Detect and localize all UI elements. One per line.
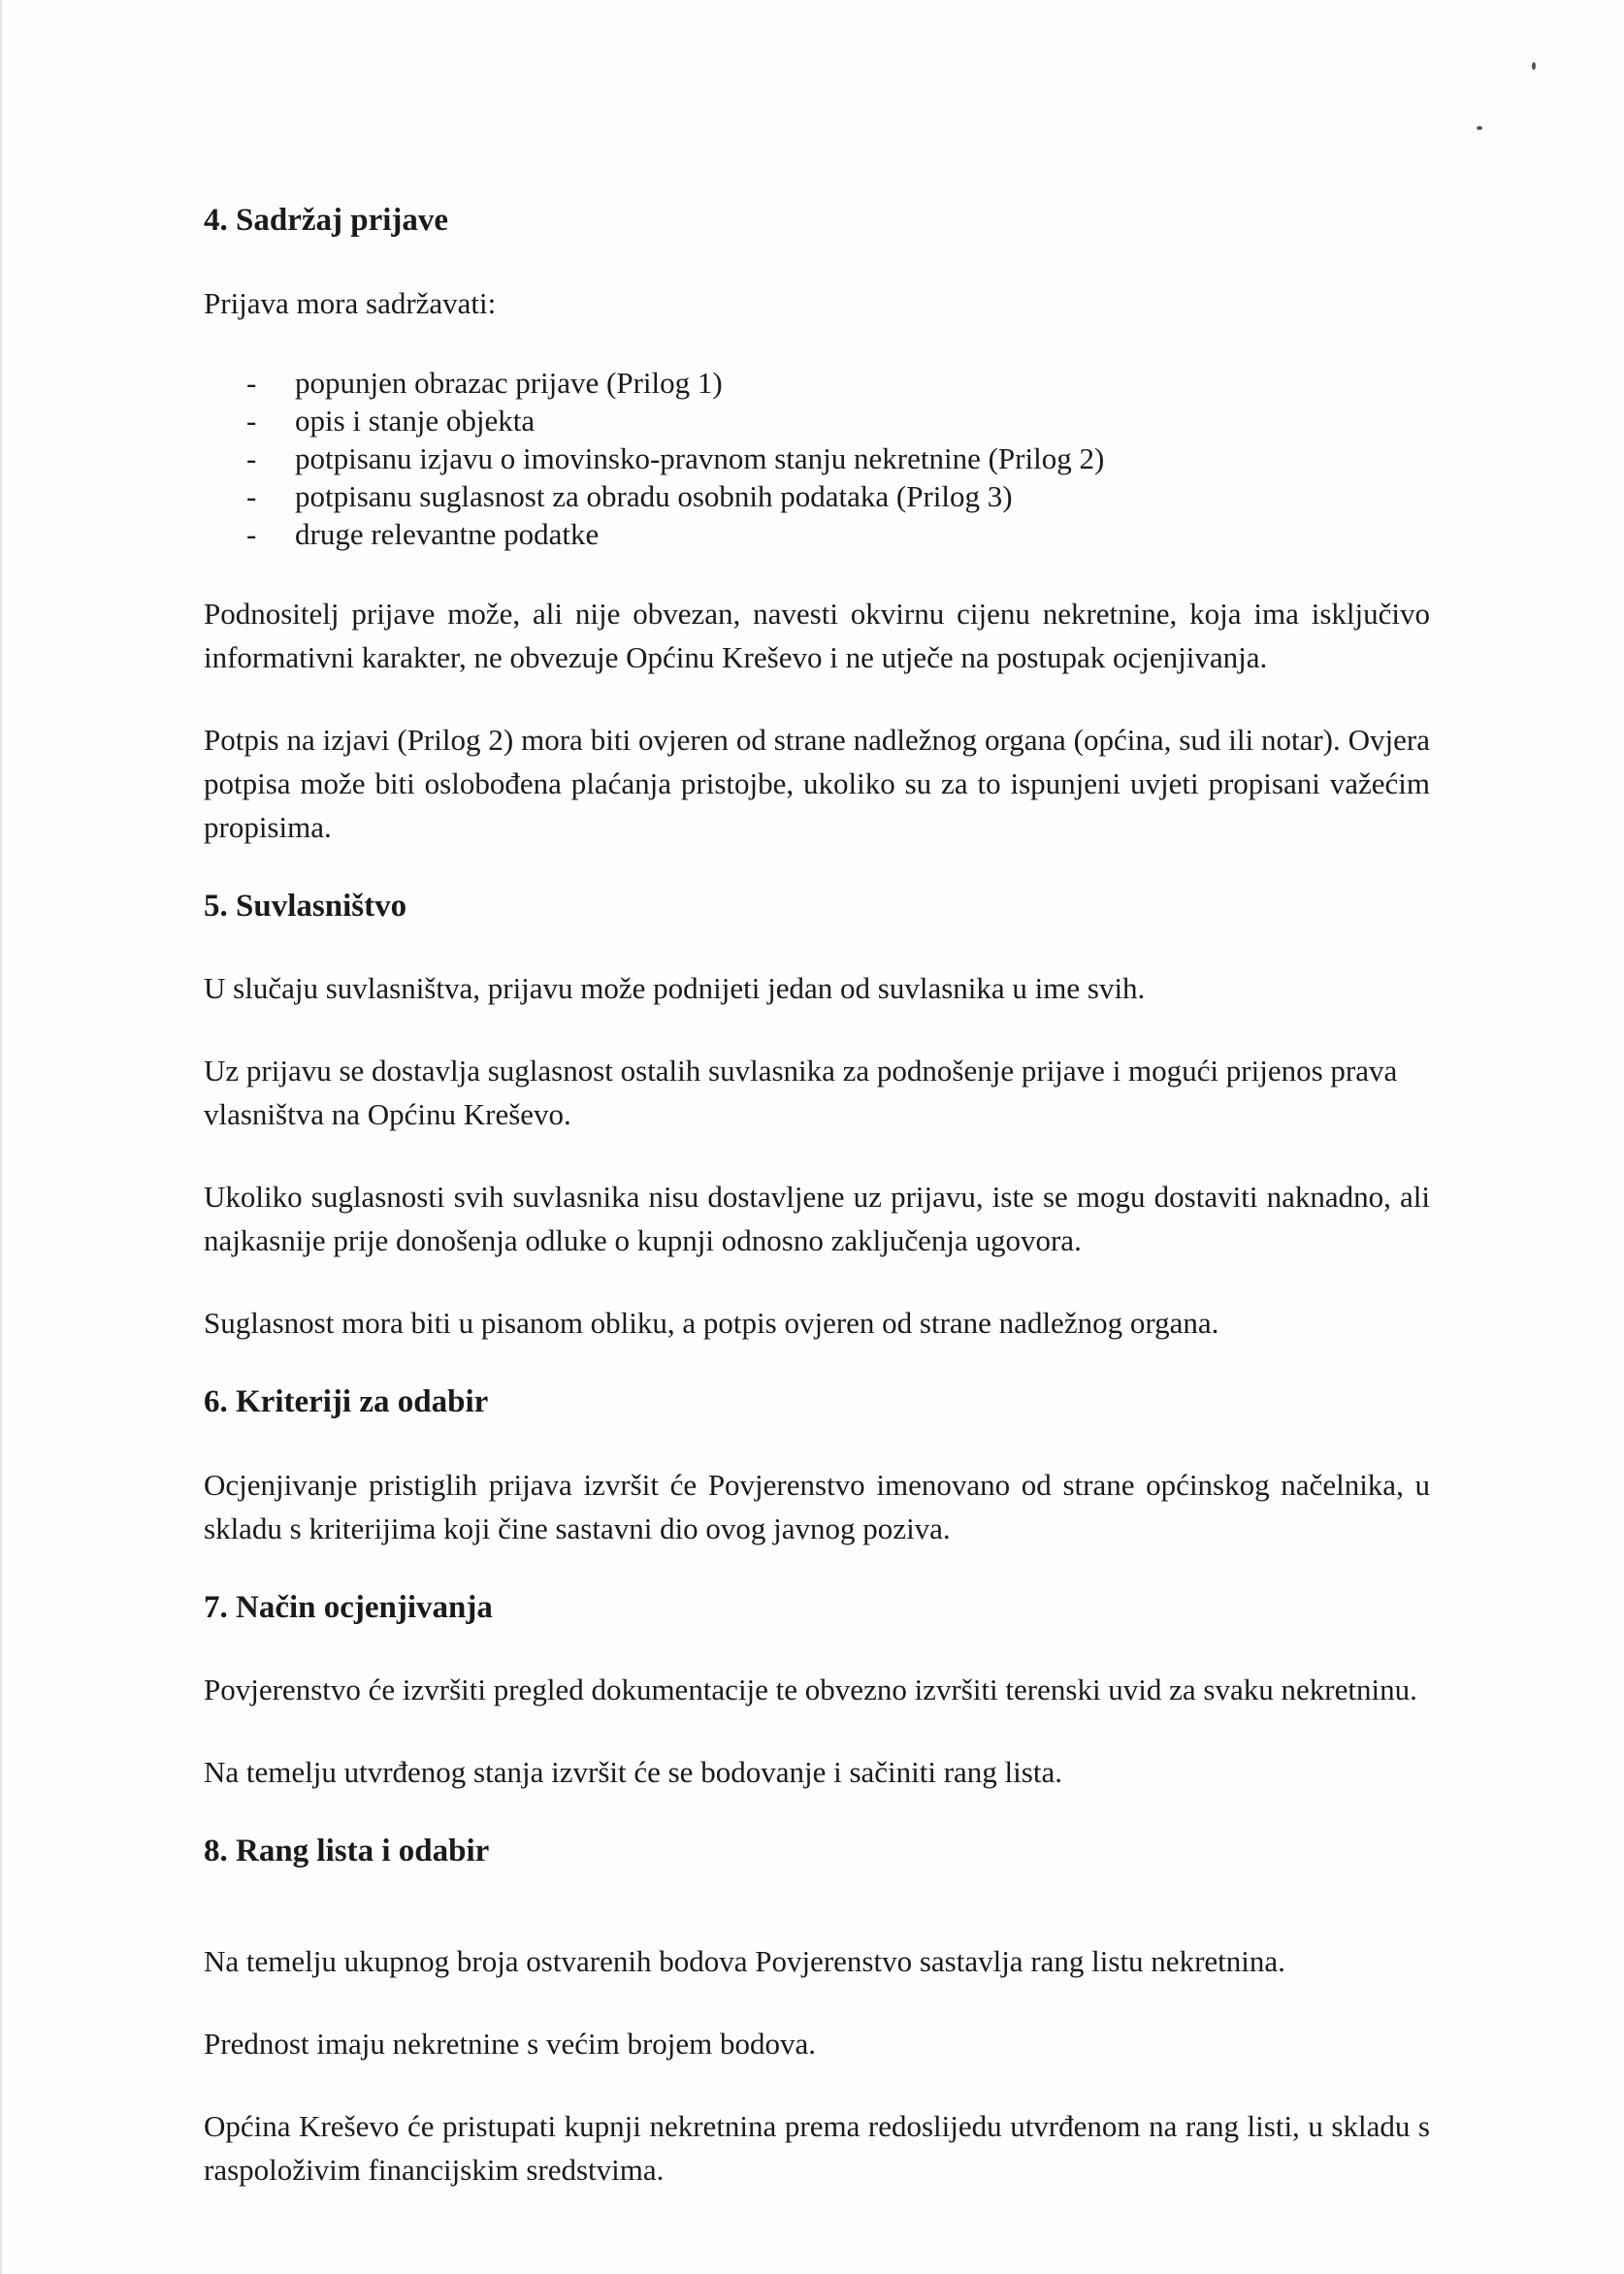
section-heading: 7. Način ocjenjivanja (204, 1589, 493, 1625)
section-nacin-ocjenjivanja (204, 1589, 1430, 1795)
requirements-list (204, 364, 1430, 553)
list-item: - druge relevantne podatke (204, 515, 1430, 553)
paragraph: Ukoliko suglasnosti svih suvlasnika nisu dostavljene uz prijavu, iste se mogu dostaviti naknadno, ali najkasnije prije donošenja odluke o kupnji odnosno zaključenja ugovora. (204, 1180, 1430, 1258)
paragraph: Prijava mora sadržavati: (204, 285, 497, 320)
paragraph: Podnositelj prijave može, ali nije obvezan, navesti okvirnu cijenu nekretnine, koja ima isključivo informativni karakter, ne obvezuje Općinu Kreševo i ne utječe na postupak ocjenjivanja. (204, 596, 1430, 674)
scan-speck (1532, 62, 1536, 70)
paragraph: U slučaju suvlasništva, prijavu može podnijeti jedan od suvlasnika u ime svih. (204, 971, 1146, 1006)
paragraph: Potpis na izjavi (Prilog 2) mora biti ovjeren od strane nadležnog organa (općina, sud ili notar). Ovjera potpisa može biti oslobođena plaćanja pristojbe, ukoliko su za to ispunjeni uvjeti propisani važećim propisima. (204, 722, 1430, 844)
list-item: - potpisanu suglasnost za obradu osobnih podataka (Prilog 3) (204, 477, 1430, 515)
scan-speck (1477, 126, 1482, 130)
list-item: - potpisanu izjavu o imovinsko-pravnom stanju nekretnine (Prilog 2) (204, 439, 1430, 477)
section-rang-lista (204, 1833, 1430, 2192)
list-item: - opis i stanje objekta (204, 402, 1430, 439)
paragraph: Suglasnost mora biti u pisanom obliku, a potpis ovjeren od strane nadležnog organa. (204, 1306, 1219, 1341)
paragraph: Na temelju ukupnog broja ostvarenih bodova Povjerenstvo sastavlja rang listu nekretnina. (204, 1943, 1285, 1978)
document-body (204, 202, 1430, 2230)
paragraph: Ocjenjivanje pristiglih prijava izvršit će Povjerenstvo imenovano od strane općinskog načelnika, u skladu s kriterijima koji čine sastavni dio ovog javnog poziva. (204, 1467, 1430, 1545)
section-heading: 6. Kriteriji za odabir (204, 1384, 489, 1420)
section-suvlasnistvo (204, 888, 1430, 1346)
paragraph: Uz prijavu se dostavlja suglasnost ostalih suvlasnika za podnošenje prijave i mogući prijenos prava vlasništva na Općinu Kreševo. (204, 1054, 1398, 1132)
section-heading: 5. Suvlasništvo (204, 888, 407, 924)
section-sadrzaj-prijave (204, 202, 1430, 849)
list-item: - popunjen obrazac prijave (Prilog 1) (204, 364, 1430, 402)
scan-edge-line (0, 0, 2, 2274)
paragraph: Povjerenstvo će izvršiti pregled dokumentacije te obvezno izvršiti terenski uvid za svaku nekretninu. (204, 1673, 1417, 1707)
paragraph: Prednost imaju nekretnine s većim brojem bodova. (204, 2026, 817, 2061)
section-heading: 8. Rang lista i odabir (204, 1834, 490, 1869)
paragraph: Na temelju utvrđenog stanja izvršit će se bodovanje i sačiniti rang lista. (204, 1755, 1062, 1790)
section-heading: 4. Sadržaj prijave (204, 203, 449, 238)
paragraph: Općina Kreševo će pristupati kupnji nekretnina prema redoslijedu utvrđenom na rang listi, u skladu s raspoloživim financijskim sredstvima. (204, 2108, 1430, 2187)
section-kriteriji (204, 1383, 1430, 1550)
